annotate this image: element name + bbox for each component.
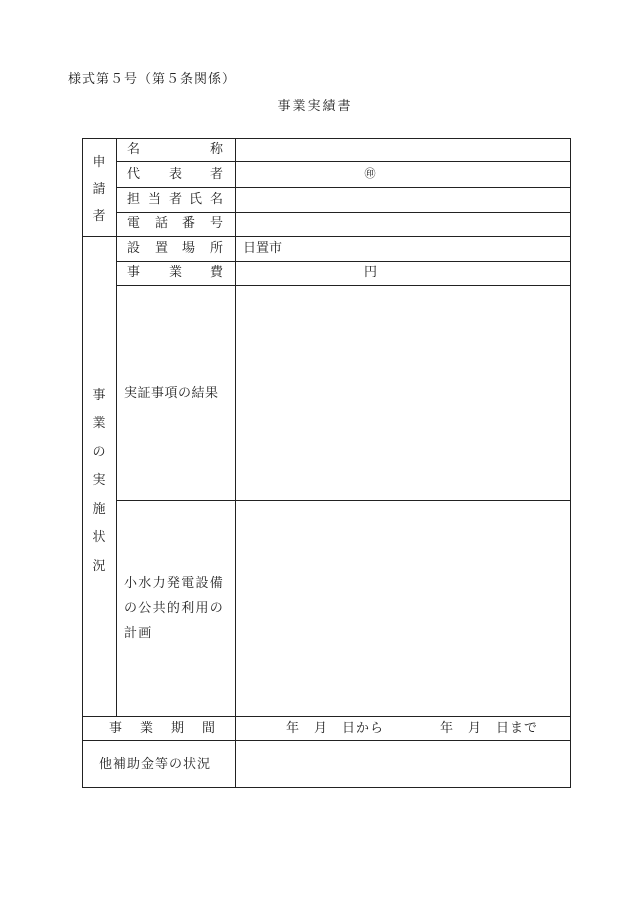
- report-table: [82, 138, 571, 788]
- location-label-char: 場: [182, 241, 196, 256]
- contact-label-char: 氏: [189, 192, 203, 207]
- contact-label-char: 名: [210, 192, 224, 207]
- implementation-char: 況: [92, 559, 106, 574]
- implementation-section-label: [91, 384, 107, 574]
- applicant-char: 者: [92, 209, 106, 224]
- period-label-char: 間: [202, 721, 216, 736]
- contact-label-char: 当: [148, 192, 162, 207]
- other-subsidy-field[interactable]: [237, 742, 569, 787]
- period-value[interactable]: 年 月 日から 年 月 日まで: [286, 721, 539, 736]
- implementation-char: 業: [92, 416, 106, 431]
- name-value-field[interactable]: [237, 140, 569, 160]
- location-value[interactable]: 日置市: [243, 241, 283, 256]
- phone-field[interactable]: [237, 213, 569, 235]
- implementation-char: 実: [92, 473, 106, 488]
- applicant-section-label: [91, 151, 107, 231]
- cost-label-char: 事: [127, 265, 141, 280]
- representative-value-field[interactable]: [237, 162, 569, 186]
- cost-unit: 円: [364, 265, 378, 280]
- phone-label-char: 番: [182, 216, 196, 231]
- name-label-char: 名: [127, 142, 141, 157]
- cost-value-field[interactable]: [237, 262, 569, 284]
- applicant-char: 請: [92, 182, 106, 197]
- representative-label-char: 表: [169, 167, 183, 182]
- plan-label-line: の公共的利用の: [124, 601, 225, 616]
- contact-label-char: 者: [169, 192, 183, 207]
- cost-label-char: 費: [210, 265, 224, 280]
- contact-person-field[interactable]: [237, 188, 569, 211]
- period-label-char: 期: [171, 721, 185, 736]
- plan-label-line: 小水力発電設備: [124, 576, 225, 591]
- document-title: 事業実績書: [277, 99, 353, 114]
- results-label: 実証事項の結果: [124, 386, 219, 401]
- location-label-char: 所: [210, 241, 224, 256]
- phone-label-char: 電: [127, 216, 141, 231]
- period-label-char: 業: [140, 721, 154, 736]
- applicant-char: 申: [92, 155, 106, 170]
- implementation-char: 施: [92, 502, 106, 517]
- plan-label-line: 計画: [124, 626, 153, 641]
- other-subsidy-label: 他補助金等の状況: [99, 757, 212, 772]
- phone-label-char: 号: [210, 216, 224, 231]
- cost-label-char: 業: [169, 265, 183, 280]
- representative-label-char: 代: [127, 167, 141, 182]
- form-number: 様式第５号（第５条関係）: [68, 72, 237, 87]
- implementation-char: の: [92, 445, 106, 460]
- implementation-char: 状: [92, 530, 106, 545]
- location-label-char: 置: [155, 241, 169, 256]
- phone-label-char: 話: [155, 216, 169, 231]
- contact-label-char: 担: [127, 192, 141, 207]
- implementation-char: 事: [92, 388, 106, 403]
- seal-mark: ㊞: [364, 167, 376, 180]
- period-label-char: 事: [109, 721, 123, 736]
- location-label-char: 設: [127, 241, 141, 256]
- representative-label-char: 者: [210, 167, 224, 182]
- name-label-char: 称: [210, 142, 224, 157]
- plan-value-field[interactable]: [237, 502, 569, 715]
- results-value-field[interactable]: [237, 287, 569, 499]
